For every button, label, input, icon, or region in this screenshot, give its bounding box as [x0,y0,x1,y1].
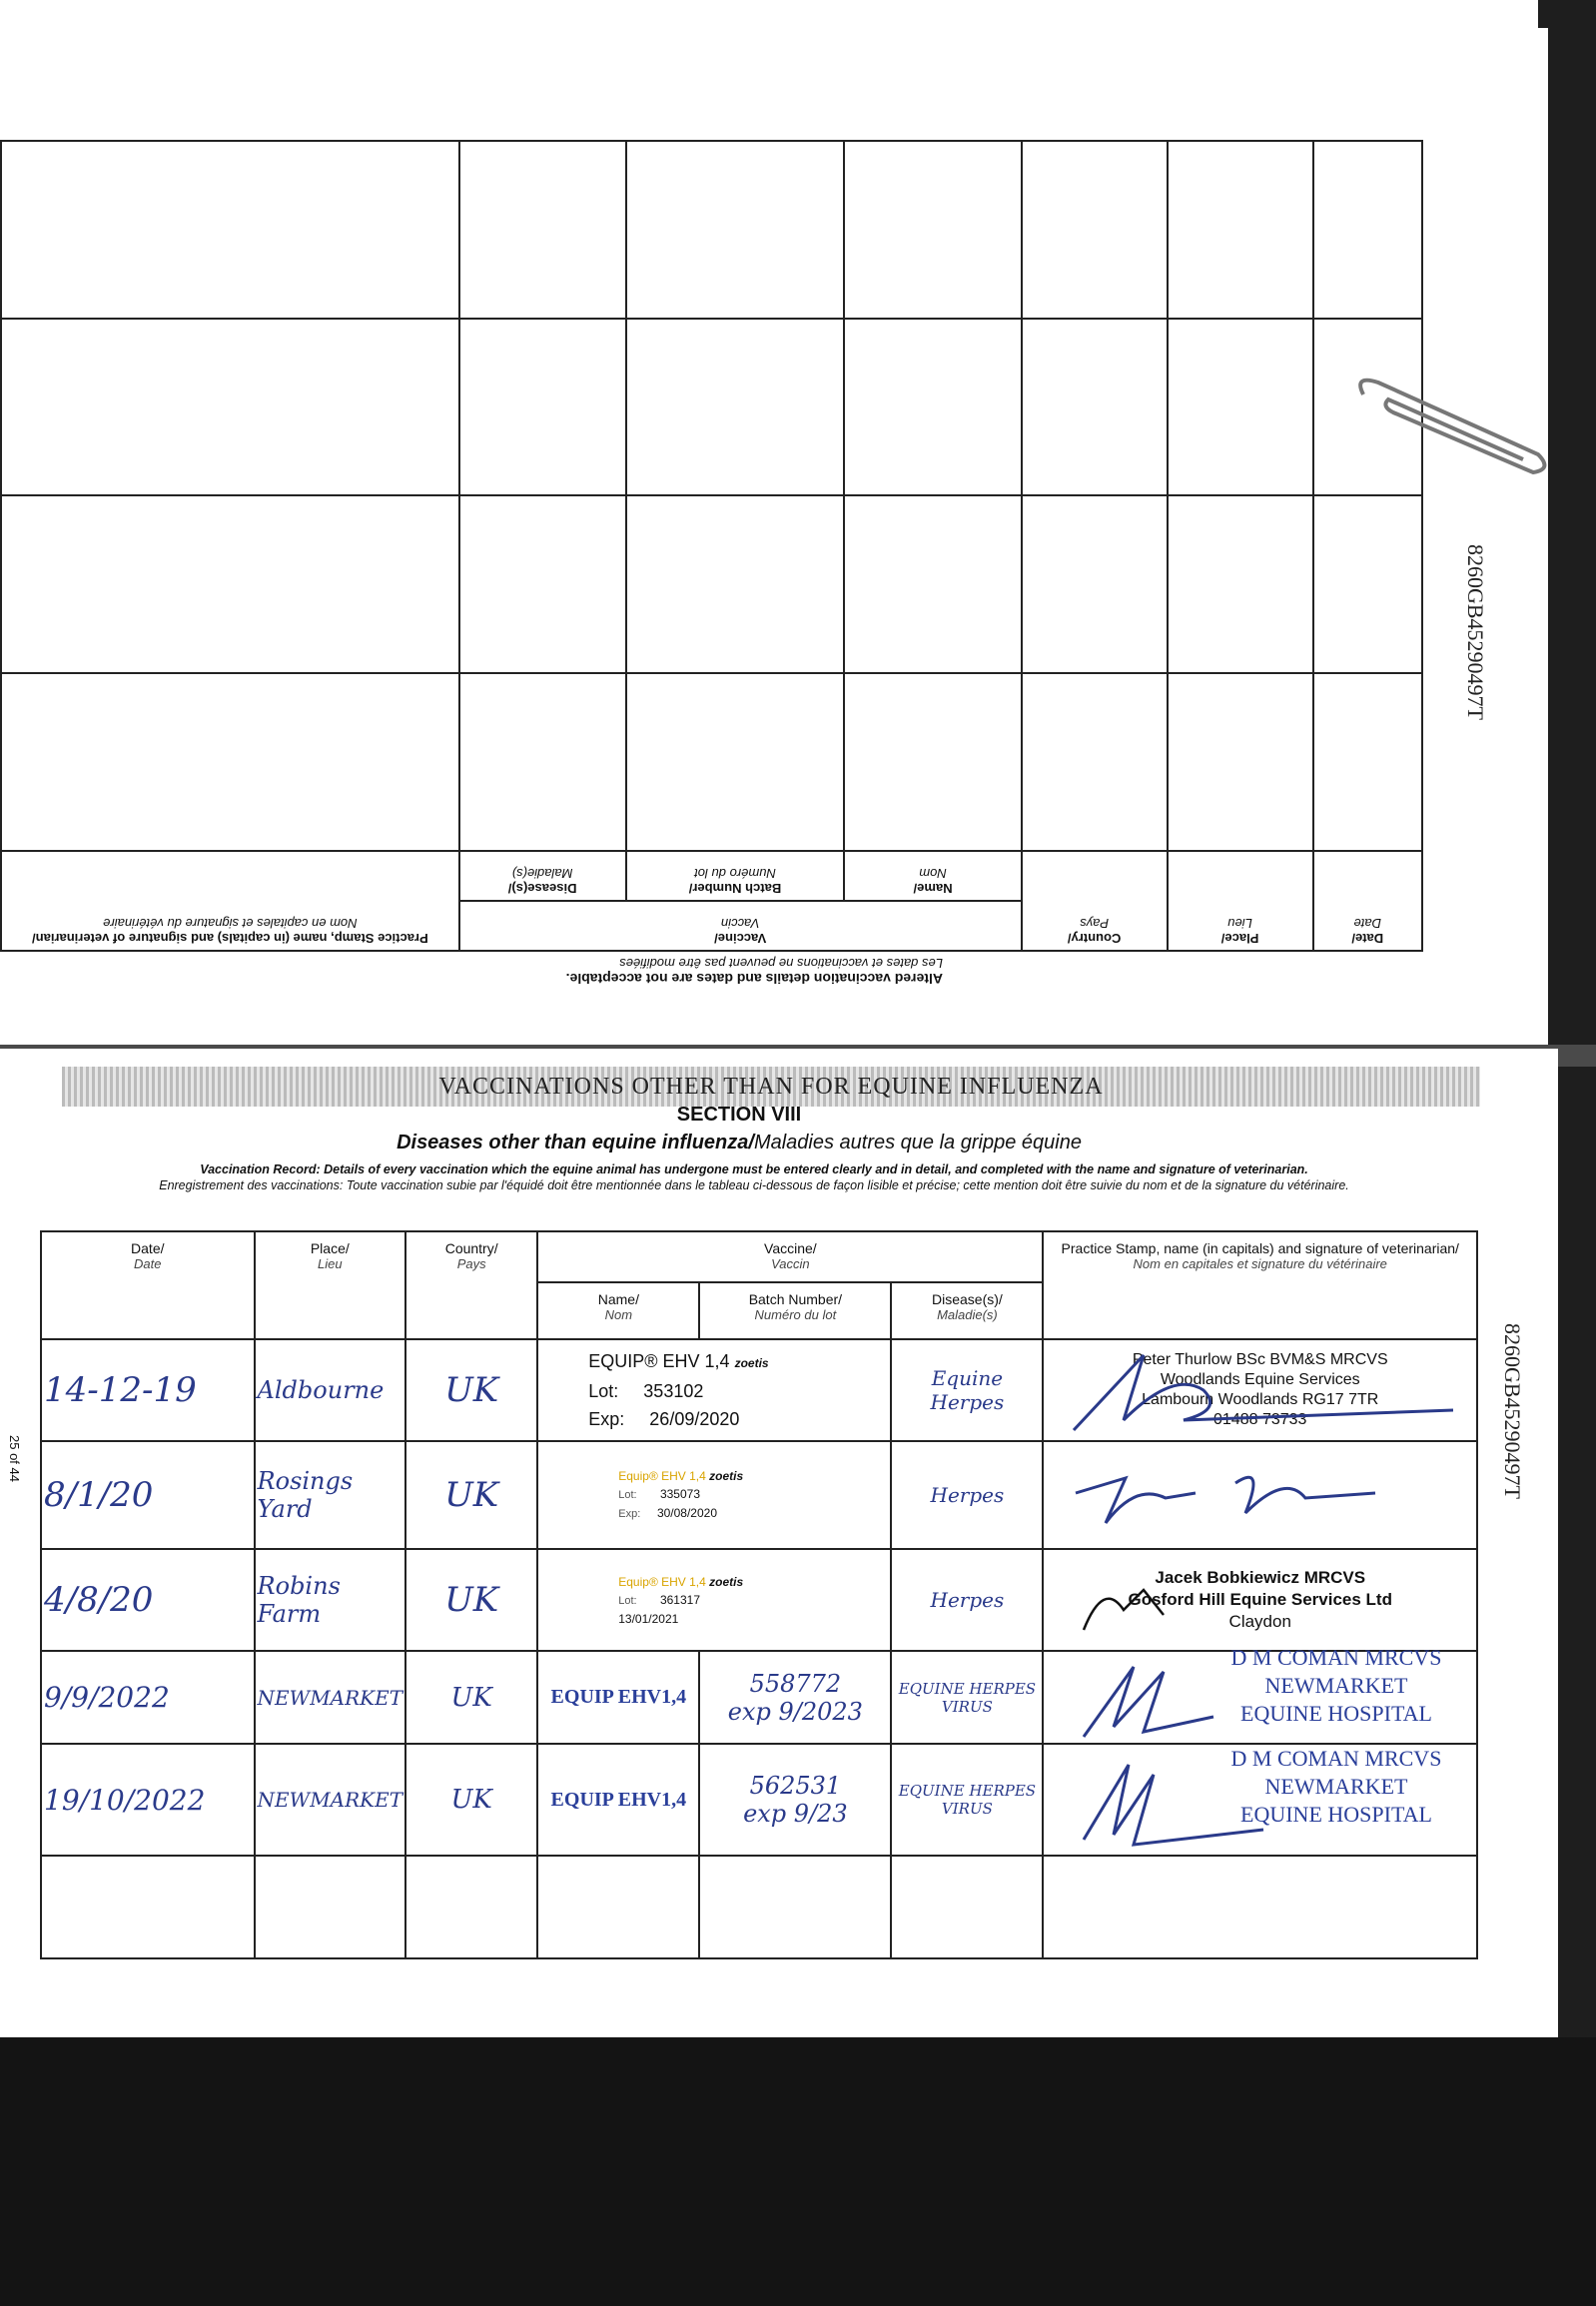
document-reference-bottom: 8260GB45290497T [1500,1323,1525,1499]
row-country: UK [405,1339,537,1442]
header-vaccine: Vaccine/ [764,1240,817,1256]
top-header-date: Date/ [1351,931,1384,946]
row-disease: Equine Herpes [891,1339,1043,1442]
row-batch [699,1651,891,1743]
exp-label: Exp: [588,1408,625,1429]
vaccination-table [40,1230,1478,1959]
row-place: Aldbourne [255,1339,406,1442]
top-header-batch: Batch Number/ [688,881,782,896]
table-row [41,1441,1477,1549]
header-name-fr: Nom [604,1307,633,1323]
header-stamp-fr: Nom en capitales et signature du vétérinaire [1133,1256,1387,1271]
row-stamp [1043,1744,1477,1857]
header-place-fr: Lieu [318,1256,343,1271]
row-date: 9/9/2022 [41,1651,255,1743]
row-country: UK [405,1441,537,1549]
table-row-empty [41,1856,1477,1958]
intro-en: Vaccination Record: Details of every vaccination which the equine animal has undergone must be entered clearly and in detail, and completed with the name and signature of veterinarian. [200,1162,1308,1176]
stamp-line: Peter Thurlow BSc BVM&S MRCVS [1132,1350,1388,1368]
top-header-stamp-fr: Nom en capitales et signature du vétérinaire [103,916,358,931]
row-vaccine-label [537,1339,891,1442]
row-date: 19/10/2022 [41,1744,255,1857]
brand-logo: zoetis [709,1469,744,1484]
stamp-line: Lambourn Woodlands RG17 7TR [1142,1390,1379,1408]
top-header-country-fr: Pays [1080,916,1110,931]
stamp-line: EQUINE HOSPITAL [1240,1701,1432,1727]
row-place: Robins Farm [255,1549,406,1652]
table-row [41,1744,1477,1857]
top-header-place: Place/ [1220,931,1259,946]
signature-icon [1054,1350,1453,1440]
row-vaccine-label [537,1441,891,1549]
stamp-line: Gosford Hill Equine Services Ltd [1128,1590,1392,1610]
exp-date: 30/08/2020 [656,1506,717,1521]
header-batch-fr: Numéro du lot [754,1307,837,1323]
top-header-name-fr: Nom [919,866,947,881]
vaccine-name: Equip® EHV 1,4 [618,1574,706,1589]
batch-number: 562531 [749,1772,842,1801]
section-number: SECTION VIII [676,1104,802,1126]
top-header-vaccine: Vaccine/ [714,931,767,946]
header-country: Country/ [444,1240,498,1256]
row-date: 14-12-19 [41,1339,255,1442]
row-stamp [1043,1441,1477,1549]
table-row [41,1339,1477,1442]
lot-number: 353102 [643,1380,704,1401]
stamp-line: Jacek Bobkiewicz MRCVS [1155,1568,1366,1588]
lot-number: 361317 [659,1592,700,1607]
row-place: NEWMARKET [255,1744,406,1857]
lot-label: Lot: [618,1594,637,1607]
stamp-line: EQUINE HOSPITAL [1240,1801,1432,1827]
top-header-vaccine-fr: Vaccin [720,916,760,931]
top-header-batch-fr: Numéro du lot [694,866,776,881]
batch-number: 558772 [749,1669,842,1698]
signature-icon [1074,1657,1223,1742]
row-stamp [1043,1339,1477,1442]
top-header-disease: Disease(s)/ [507,881,577,896]
signature-icon [1046,1453,1445,1533]
warning-text: Altered vaccination details and dates are not acceptable. [565,971,943,987]
intro-text [50,1161,1458,1193]
stamp-line: D M COMAN MRCVS [1230,1645,1442,1671]
lot-label: Lot: [588,1380,619,1401]
top-header-name: Name/ [913,881,953,896]
row-place: Rosings Yard [255,1441,406,1549]
table-row [41,1651,1477,1743]
row-vaccine-name: EQUIP EHV1,4 [537,1744,699,1857]
header-disease: Disease(s)/ [932,1291,1003,1308]
batch-exp: exp 9/2023 [727,1697,863,1726]
header-country-fr: Pays [456,1256,486,1271]
header-stamp: Practice Stamp, name (in capitals) and signature of veterinarian/ [1061,1240,1459,1256]
header-date: Date/ [131,1240,165,1256]
row-vaccine-label [537,1549,891,1652]
header-date-fr: Date [134,1256,162,1271]
lot-label: Lot: [618,1489,637,1502]
vaccine-name: Equip® EHV 1,4 [618,1469,706,1484]
document-reference-top: 8260GB45290497T [1463,544,1488,720]
vaccine-name: EQUIP® EHV 1,4 [588,1350,730,1371]
header-batch: Batch Number/ [748,1291,843,1308]
diseases-title-en: Diseases other than equine influenza/ [397,1132,754,1153]
signature-icon [1064,1570,1263,1640]
row-place: NEWMARKET [255,1651,406,1743]
lot-number: 335073 [659,1487,700,1502]
warning-text-fr: Les dates et vaccinations ne peuvent pas être modifiées [619,956,943,971]
upside-down-vaccination-table [0,140,1423,991]
diseases-title [0,1132,1478,1154]
exp-date: 13/01/2021 [618,1611,679,1626]
row-vaccine-name: EQUIP EHV1,4 [537,1651,699,1743]
row-stamp [1043,1645,1477,1743]
top-empty-row [1,141,1422,319]
top-header-stamp: Practice Stamp, name (in capitals) and signature of veterinarian/ [32,931,428,946]
row-country: UK [405,1549,537,1652]
row-stamp [1043,1549,1477,1652]
stamp-line: Woodlands Equine Services [1160,1370,1360,1388]
top-header-disease-fr: Maladie(s) [511,866,573,881]
row-country: UK [405,1744,537,1857]
row-date: 8/1/20 [41,1441,255,1549]
top-empty-row [1,673,1422,851]
page-number: 25 of 44 [7,1435,22,1482]
row-disease: EQUINE HERPES VIRUS [891,1744,1043,1857]
stamp-line: 01488 73733 [1213,1410,1307,1428]
batch-exp: exp 9/23 [743,1800,848,1829]
row-disease: EQUINE HERPES VIRUS [891,1651,1043,1743]
row-date: 4/8/20 [41,1549,255,1652]
top-header-country: Country/ [1067,931,1122,946]
exp-date: 26/09/2020 [649,1408,740,1429]
scanner-edge-bottom [0,2037,1596,2306]
stamp-line: NEWMARKET [1264,1773,1408,1799]
row-batch [699,1744,891,1857]
top-header-date-fr: Date [1353,916,1382,931]
top-empty-row [1,496,1422,674]
top-header-place-fr: Lieu [1227,916,1252,931]
brand-logo: zoetis [734,1355,769,1370]
header-disease-fr: Maladie(s) [937,1307,998,1323]
header-name: Name/ [597,1291,639,1308]
diseases-title-fr: Maladies autres que la grippe équine [753,1132,1082,1153]
brand-logo: zoetis [709,1574,744,1589]
section-banner: VACCINATIONS OTHER THAN FOR EQUINE INFLUENZA [438,1074,1104,1100]
row-disease: Herpes [891,1549,1043,1652]
intro-fr: Enregistrement des vaccinations: Toute vaccination subie par l'équidé doit être mentionnée dans le tableau ci-dessous de façon lisible et précise; cette mention doit être suivie du nom et de la signature du vétérinaire. [159,1178,1349,1192]
signature-icon [1074,1755,1273,1850]
row-country: UK [405,1651,537,1743]
header-place: Place/ [310,1240,350,1256]
exp-label: Exp: [618,1508,641,1521]
paperclip-icon [1353,375,1553,484]
header-vaccine-fr: Vaccin [771,1256,810,1271]
stamp-line: NEWMARKET [1264,1673,1408,1699]
table-row [41,1549,1477,1652]
stamp-line: Claydon [1228,1612,1291,1632]
row-disease: Herpes [891,1441,1043,1549]
stamp-line: D M COMAN MRCVS [1230,1745,1442,1771]
top-empty-row [1,319,1422,496]
